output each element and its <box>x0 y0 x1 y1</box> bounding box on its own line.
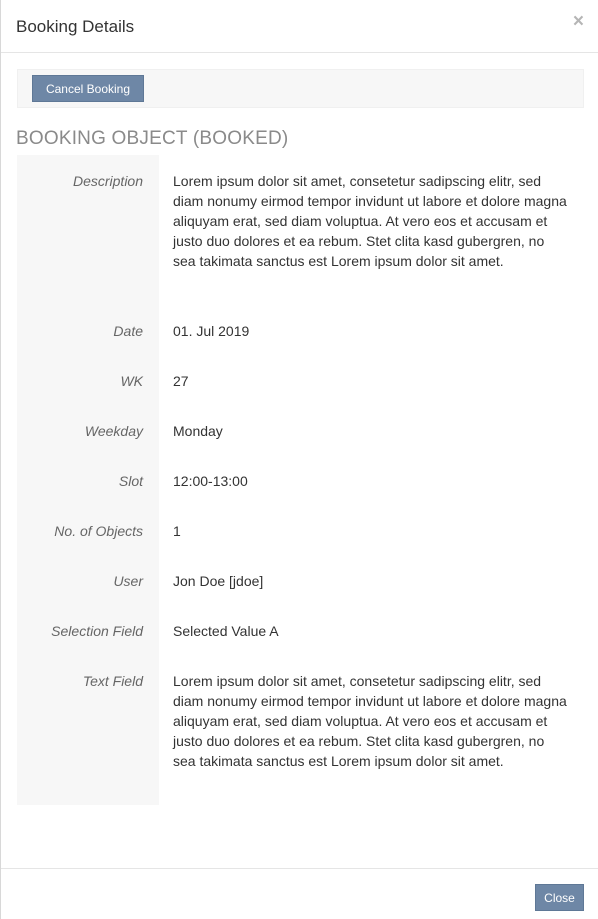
modal-title: Booking Details <box>16 17 135 36</box>
detail-value: 27 <box>173 373 189 389</box>
detail-value: Selected Value A <box>173 623 279 639</box>
detail-value: Lorem ipsum dolor sit amet, consetetur sadipscing elitr, sed diam nonumy eirmod tempor invidunt ut labore et dolore magna aliquyam erat, sed diam voluptua. At vero eos et accusam et justo duo dolores et ea rebum. Stet clita kasd gubergren, no sea takimata sanctus est Lorem ipsum dolor sit amet. <box>173 673 567 769</box>
detail-label: User <box>113 573 143 589</box>
detail-label: No. of Objects <box>54 523 143 539</box>
detail-label: Selection Field <box>51 623 143 639</box>
detail-value: 12:00-13:00 <box>173 473 248 489</box>
detail-value: Jon Doe [jdoe] <box>173 573 264 589</box>
section-title: BOOKING OBJECT (BOOKED) <box>16 128 289 149</box>
detail-value: 1 <box>173 523 181 539</box>
cancel-booking-button[interactable]: Cancel Booking <box>32 75 144 102</box>
toolbar <box>17 69 584 108</box>
detail-label: Description <box>72 173 143 189</box>
detail-label: WK <box>120 373 143 389</box>
detail-value: Monday <box>173 423 223 439</box>
close-button[interactable]: Close <box>535 884 584 911</box>
detail-label: Date <box>113 323 143 339</box>
detail-label: Slot <box>118 473 143 489</box>
detail-label: Weekday <box>84 423 143 439</box>
close-icon[interactable]: × <box>572 11 584 32</box>
detail-value: Lorem ipsum dolor sit amet, consetetur sadipscing elitr, sed diam nonumy eirmod tempor invidunt ut labore et dolore magna aliquyam erat, sed diam voluptua. At vero eos et accusam et justo duo dolores et ea rebum. Stet clita kasd gubergren, no sea takimata sanctus est Lorem ipsum dolor sit amet. <box>173 173 567 269</box>
detail-label: Text Field <box>82 673 143 689</box>
modal-header <box>1 0 598 53</box>
modal-footer <box>1 868 598 919</box>
detail-value: 01. Jul 2019 <box>173 323 250 339</box>
